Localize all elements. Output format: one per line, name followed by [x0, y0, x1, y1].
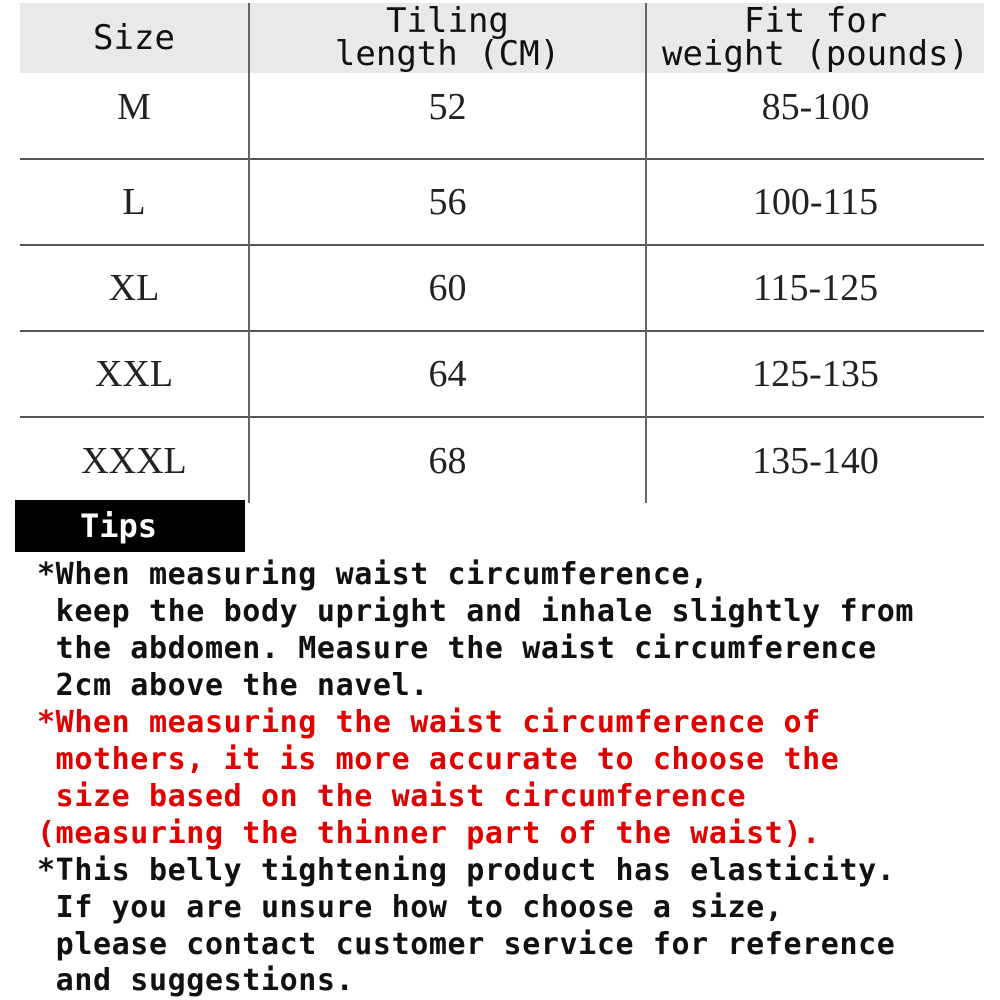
tip-note-1-line-3: the abdomen. Measure the waist circumference: [37, 631, 877, 666]
size-cell: XXXL: [81, 439, 187, 482]
table-row: [20, 417, 984, 503]
length-cell: 56: [249, 159, 646, 245]
header-fit-weight: Fit for weight (pounds): [646, 3, 984, 73]
size-cell: XXL: [94, 353, 174, 395]
tip-note-3-line-3: please contact customer service for reference: [37, 927, 896, 962]
header-tiling-length: Tiling length (CM): [249, 3, 646, 73]
weight-cell: 135-140: [646, 417, 984, 503]
size-cell: M: [117, 86, 151, 128]
tip-note-1-line-1: *When measuring waist circumference,: [37, 557, 709, 592]
tips-label: Tips: [15, 500, 245, 552]
tip-note-3-line-1: *This belly tightening product has elasticity.: [37, 853, 896, 888]
length-cell: 52: [249, 73, 646, 159]
table-row: [20, 245, 984, 331]
size-cell: L: [122, 181, 146, 223]
table-row: [20, 73, 984, 159]
tip-note-2-line-4: (measuring the thinner part of the waist).: [37, 816, 821, 851]
length-cell: 64: [249, 331, 646, 417]
table-row: [20, 331, 984, 417]
length-cell: 60: [249, 245, 646, 331]
tip-note-3-line-2: If you are unsure how to choose a size,: [37, 890, 784, 925]
weight-cell: 85-100: [646, 73, 984, 159]
size-cell: XL: [108, 267, 160, 309]
tip-note-2-line-1: *When measuring the waist circumference of: [37, 705, 821, 740]
tip-note-2-line-2: mothers, it is more accurate to choose the: [37, 742, 840, 777]
size-chart-table: [20, 3, 984, 503]
tip-note-1-line-2: keep the body upright and inhale slightly from: [37, 594, 915, 629]
tip-note-2-line-3: size based on the waist circumference: [37, 779, 747, 814]
length-cell: 68: [249, 417, 646, 503]
header-size: Size: [93, 17, 175, 58]
tip-note-1-line-4: 2cm above the navel.: [37, 668, 429, 703]
weight-cell: 100-115: [646, 159, 984, 245]
table-row: [20, 159, 984, 245]
weight-cell: 125-135: [646, 331, 984, 417]
header-row: [20, 3, 984, 73]
tip-note-3-line-4: and suggestions.: [37, 963, 355, 998]
weight-cell: 115-125: [646, 245, 984, 331]
